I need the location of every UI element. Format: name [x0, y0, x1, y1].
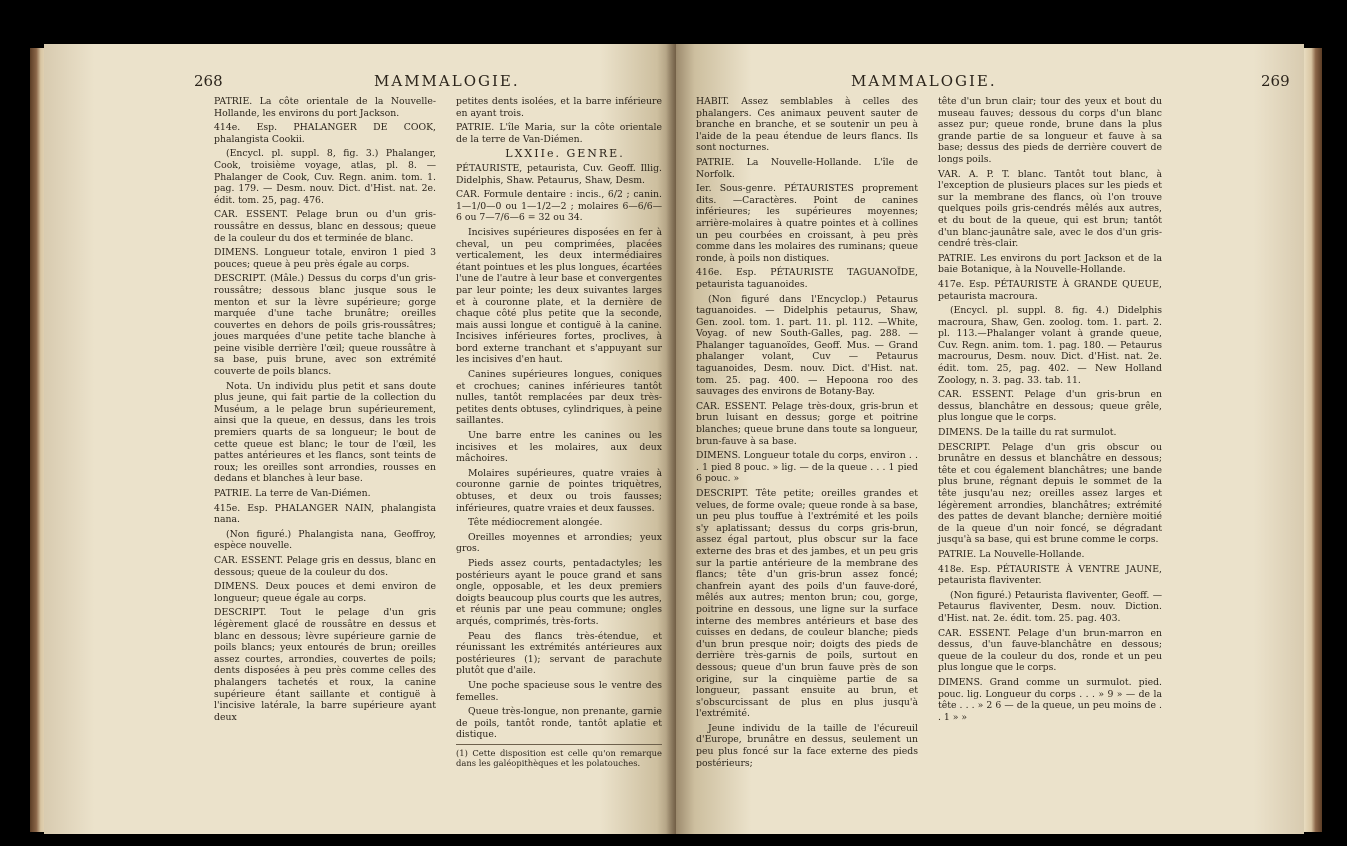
paragraph: PÉTAURISTE, petaurista, Cuv. Geoff. Illig. Didelphis, Shaw. Petaurus, Shaw, Desm.	[456, 162, 662, 186]
right-page-edges	[1304, 48, 1322, 832]
paragraph: CAR. ESSENT. Pelage très-doux, gris-brun et brun luisant en dessus; gorge et poitrine blanches; queue brune dans toute sa longueur, brun-fauve à sa base.	[696, 400, 918, 447]
paragraph: DESCRIPT. Pelage d'un gris obscur ou brunâtre en dessus et blanchâtre en dessous; tête et cou également blanchâtres; une bande plus brune, régnant depuis le sommet de la tête jusqu'au nez; oreilles assez larges et légèrement arrondies, blanchâtres; extrémité des pattes de devant blanche; dernière moitié de la queue d'un noir foncé, se dégradant jusqu'à sa base, qui est brune comme le corps.	[938, 441, 1162, 546]
paragraph: PATRIE. L'île Maria, sur la côte orientale de la terre de Van-Diémen.	[456, 122, 662, 145]
paragraph: PATRIE. La terre de Van-Diémen.	[214, 488, 371, 499]
paragraph: (Non figuré dans l'Encyclop.) Petaurus taguanoides. — Didelphis petaurus, Shaw, Gen. zool. tom. 1. part. 11. pl. 112. —White, Voyag. of new South-Galles, pag. 288. — Phalanger taguanoïdes, Geoff. Mus. — Grand phalanger volant, Cuv — Petaurus taguanoides, Desm. nouv. Dict. d'Hist. nat. tom. 25. pag. 400. — Hepoona roo des sauvages des environs de Botany-Bay.	[696, 293, 918, 398]
paragraph: Oreilles moyennes et arrondies; yeux gros.	[456, 531, 662, 555]
paragraph: CAR. Formule dentaire : incis., 6/2 ; canin. 1—1/0—0 ou 1—1/2—2 ; molaires 6—6/6—6 ou 7—7/6—6 = 32 ou 34.	[456, 189, 662, 224]
right-column-2	[938, 96, 1162, 726]
paragraph: Canines supérieures longues, coniques et crochues; canines inférieures tantôt nulles, tantôt remplacées par deux très-petites dents obtuses, cylindriques, à peine saillantes.	[456, 369, 662, 427]
right-page	[676, 44, 1304, 834]
paragraph: CAR. ESSENT. Pelage gris en dessus, blanc en dessous; queue de la couleur du dos.	[214, 554, 436, 578]
species-heading: 416e. Esp. PÉTAURISTE TAGUANOÏDE, petaurista taguanoides.	[696, 267, 918, 290]
paragraph: Tête médiocrement alongée.	[468, 517, 603, 529]
paragraph: HABIT. Assez semblables à celles des phalangers. Ces animaux peuvent sauter de branche en branche, et se soutenir un peu à l'aide de la peau étendue de leurs flancs. Ils sont nocturnes.	[696, 96, 918, 154]
paragraph: Molaires supérieures, quatre vraies à couronne garnie de pointes triquètres, obtuses, et deux ou trois fausses; inférieures, quatre vraies et deux fausses.	[456, 467, 662, 514]
paragraph: DIMENS. Longueur totale, environ 1 pied 3 pouces; queue à peu près égale au corps.	[214, 247, 436, 270]
left-column-2	[456, 96, 662, 771]
paragraph: VAR. A. P. T. blanc. Tantôt tout blanc, à l'exception de plusieurs places sur les pieds et sur la membrane des flancs, où l'on trouve quelques poils gris-cendrés mêlés aux autres, et du bout de la queue, qui est brun; tantôt d'un blanc-jaunâtre sale, avec le dos d'un gris-cendré très-clair.	[938, 168, 1162, 250]
paragraph: Peau des flancs très-étendue, et réunissant les extrémités antérieures aux postérieures (1); servant de parachute plutôt que d'aile.	[456, 630, 662, 677]
paragraph: tête d'un brun clair; tour des yeux et bout du museau fauves; dessous du corps d'un blanc assez pur; queue ronde, brune dans la plus grande partie de sa longueur et fauve à sa base; dessus des pieds de derrière couvert de longs poils.	[938, 96, 1162, 165]
running-head: MAMMALOGIE.	[374, 72, 520, 90]
footnote: (1) Cette disposition est celle qu'on remarque dans les galéopithèques et les polatouches.	[456, 744, 662, 768]
paragraph: (Encycl. pl. suppl. 8. fig. 4.) Didelphis macroura, Shaw, Gen. zoolog. tom. 1. part. 2. pl. 113.—Phalanger volant à grande queue, Cuv. Regn. anim. tom. 1. pag. 180. — Petaurus macrourus, Desm. nouv. Dict. d'Hist. nat. 2e. édit. tom. 25, pag. 402. — New Holland Zoology, n. 3. pag. 33. tab. 11.	[938, 305, 1162, 386]
species-heading: 418e. Esp. PÉTAURISTE À VENTRE JAUNE, petaurista flaviventer.	[938, 563, 1162, 587]
paragraph: DESCRIPT. Tête petite; oreilles grandes et velues, de forme ovale; queue ronde à sa base, un peu plus touffue à l'extrémité et les poils s'y aplatissant; dessus du corps gris-brun, assez égal partout, plus obscur sur la face externe des bras et des jambes, et un peu gris sur la partie antérieure de la membrane des flancs; tête d'un gris-brun assez foncé; chanfrein ayant des poils d'un fauve-doré, mêlés aux autres; menton brun; cou, gorge, poitrine en dessous, une ligne sur la surface interne des membres antérieurs et base des cuisses en dedans, de couleur blanche; pieds d'un brun presque noir; doigts des pieds de derrière très-garnis de poils, surtout en dessous; queue d'un brun fauve près de son origine, sur la cinquième partie de sa longueur, passant ensuite au brun, et s'obscurcissant de plus en plus jusqu'à l'extrémité.	[696, 488, 918, 720]
paragraph: CAR. ESSENT. Pelage brun ou d'un gris-roussâtre en dessus, blanc en dessous; queue de la couleur du dos et terminée de blanc.	[214, 209, 436, 244]
paragraph: Ier. Sous-genre. PÉTAURISTES proprement dits. —Caractères. Point de canines inférieures; les supérieures moyennes; arrière-molaires à quatre pointes et à collines un peu courbées en croissant, à peu près comme dans les molaires des ruminans; queue ronde, à poils non distiques.	[696, 183, 918, 264]
paragraph: DIMENS. Grand comme un surmulot. pied. pouc. lig. Longueur du corps . . . » 9 » — de la tête . . . » 2 6 — de la queue, un peu moins de . . 1 » »	[938, 676, 1162, 723]
paragraph: (Encycl. pl. suppl. 8, fig. 3.) Phalanger, Cook, troisième voyage, atlas, pl. 8. — Phalanger de Cook, Cuv. Regn. anim. tom. 1. pag. 179. — Desm. nouv. Dict. d'Hist. nat. 2e. édit. tom. 25, pag. 476.	[214, 148, 436, 206]
species-heading: 415e. Esp. PHALANGER NAIN, phalangista nana.	[214, 502, 436, 526]
paragraph: Incisives supérieures disposées en fer à cheval, un peu comprimées, placées verticalement, les deux intermédiaires étant pointues et les plus longues, écartées l'une de l'autre à leur base et convergentes par leur pointe; les deux suivantes larges et à couronne plate, et la dernière de chaque côté plus petite que la seconde, mais aussi longue et contiguë à la canine. Incisives inférieures fortes, proclives, à bord externe tranchant et s'appuyant sur les incisives d'en haut.	[456, 226, 662, 366]
paragraph: CAR. ESSENT. Pelage d'un brun-marron en dessus, d'un fauve-blanchâtre en dessous; queue de la couleur du dos, ronde et un peu plus longue que le corps.	[938, 627, 1162, 674]
right-column-1	[696, 96, 918, 772]
paragraph: petites dents isolées, et la barre inférieure en ayant trois.	[456, 96, 662, 119]
paragraph: Nota. Un individu plus petit et sans doute plus jeune, qui fait partie de la collection du Muséum, a le pelage brun supérieurement, ainsi que la queue, en dessus, dans les trois premiers quarts de sa longueur; le bout de cette queue est blanc; le tour de l'œil, les pattes antérieures et les flancs, sont teints de roux; les oreilles sont arrondies, rousses en dedans et blanches à leur base.	[214, 380, 436, 485]
paragraph: DIMENS. De la taille du rat surmulot.	[938, 427, 1117, 439]
left-column-1	[214, 96, 436, 726]
paragraph: CAR. ESSENT. Pelage d'un gris-brun en dessus, blanchâtre en dessous; queue grêle, plus longue que le corps.	[938, 389, 1162, 424]
left-page	[44, 44, 676, 834]
page-number: 268	[194, 72, 223, 90]
paragraph: Une poche spacieuse sous le ventre des femelles.	[456, 679, 662, 703]
paragraph: PATRIE. La côte orientale de la Nouvelle-Hollande, les environs du port Jackson.	[214, 96, 436, 119]
page-number: 269	[1261, 72, 1290, 90]
paragraph: Jeune individu de la taille de l'écureuil d'Europe, brunâtre en dessus, seulement un peu plus foncé sur la face externe des pieds postérieurs;	[696, 722, 918, 769]
paragraph: (Non figuré.) Phalangista nana, Geoffroy, espèce nouvelle.	[214, 528, 436, 552]
running-head: MAMMALOGIE.	[851, 72, 997, 90]
paragraph: DESCRIPT. (Mâle.) Dessus du corps d'un gris-roussâtre; dessous blanc jusque sous le menton et sur la lèvre supérieure; gorge marquée d'une tache brunâtre; oreilles couvertes en dehors de poils gris-roussâtres; joues marquées d'une petite tache blanche à peine visible derrière l'œil; queue roussâtre à sa base, puis brune, avec son extrémité couverte de poils blancs.	[214, 273, 436, 378]
species-heading: 414e. Esp. PHALANGER DE COOK, phalangista Cookii.	[214, 122, 436, 145]
paragraph: PATRIE. La Nouvelle-Hollande.	[938, 548, 1085, 560]
paragraph: (Non figuré.) Petaurista flaviventer, Geoff. — Petaurus flaviventer, Desm. nouv. Diction. d'Hist. nat. 2e. édit. tom. 25. pag. 403.	[938, 589, 1162, 624]
genus-heading: LXXIIe. GENRE.	[505, 147, 625, 161]
paragraph: DIMENS. Longueur totale du corps, environ . . . 1 pied 8 pouc. » lig. — de la queue . . . 1 pied 6 pouc. »	[696, 450, 918, 485]
species-heading: 417e. Esp. PÉTAURISTE À GRANDE QUEUE, petaurista macroura.	[938, 278, 1162, 302]
paragraph: DESCRIPT. Tout le pelage d'un gris légèrement glacé de roussâtre en dessus et blanc en dessous; lèvre supérieure garnie de poils blancs; yeux entourés de brun; oreilles assez courtes, arrondies, couvertes de poils; dents disposées à peu près comme celles des phalangers tachetés et roux, la canine supérieure étant saillante et contiguë à l'incisive latérale, la barre supérieure ayant deux	[214, 607, 436, 723]
paragraph: Une barre entre les canines ou les incisives et les molaires, aux deux mâchoires.	[456, 430, 662, 465]
paragraph: Queue très-longue, non prenante, garnie de poils, tantôt ronde, tantôt aplatie et distique.	[456, 706, 662, 741]
paragraph: PATRIE. La Nouvelle-Hollande. L'île de Norfolk.	[696, 156, 918, 180]
paragraph: PATRIE. Les environs du port Jackson et de la baie Botanique, à la Nouvelle-Hollande.	[938, 252, 1162, 276]
paragraph: Pieds assez courts, pentadactyles; les postérieurs ayant le pouce grand et sans ongle, opposable, et les deux premiers doigts beaucoup plus courts que les autres, et réunis par une peau commune; ongles arqués, comprimés, très-forts.	[456, 557, 662, 627]
paragraph: DIMENS. Deux pouces et demi environ de longueur; queue égale au corps.	[214, 581, 436, 604]
